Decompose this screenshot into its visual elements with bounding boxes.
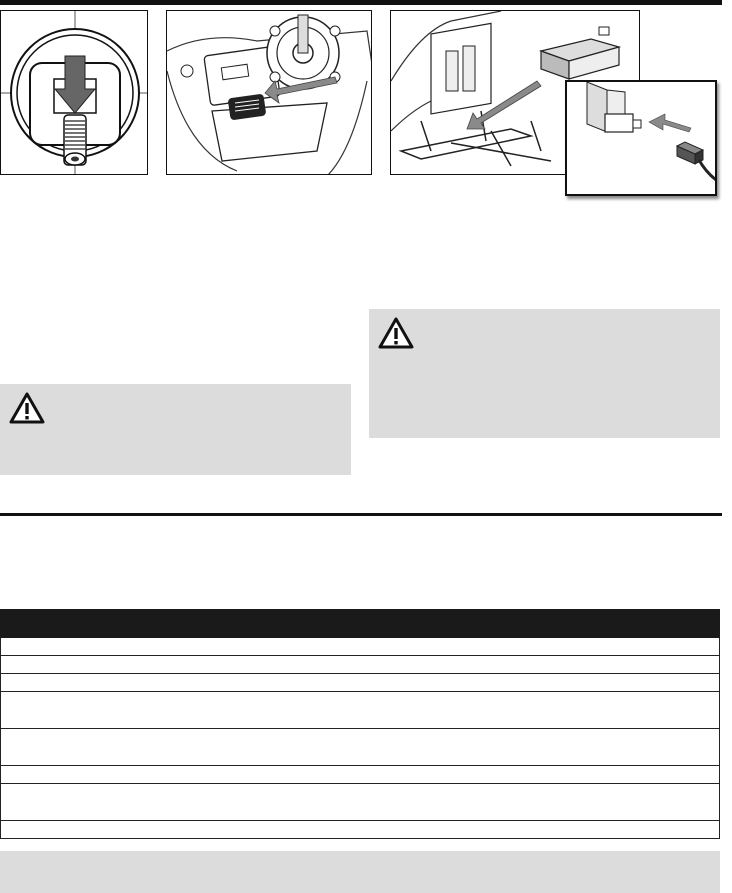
- warning-triangle-icon: [378, 317, 414, 349]
- note-bar: [0, 851, 720, 893]
- switch-down-arrow-icon: [1, 11, 148, 175]
- spec-table-header-cell: [1, 610, 720, 638]
- table-row: [1, 656, 720, 674]
- warning-triangle-icon: [9, 392, 45, 424]
- table-row: [1, 638, 720, 656]
- illustration-inset-connector: [565, 80, 717, 196]
- table-row: [1, 674, 720, 692]
- warning-box-right: [369, 309, 720, 438]
- table-row: [1, 692, 720, 729]
- table-row: [1, 729, 720, 766]
- illustration-panel-transmitter: [166, 10, 372, 175]
- spec-table: [0, 609, 720, 839]
- section-divider: [0, 513, 722, 516]
- table-row: [1, 766, 720, 784]
- table-row: [1, 784, 720, 821]
- table-row: [1, 821, 720, 839]
- top-rule: [0, 0, 722, 5]
- spec-table-header: [1, 610, 720, 638]
- warning-box-left: [0, 384, 351, 475]
- transmitter-icon: [167, 11, 372, 175]
- connector-plug-icon: [567, 82, 717, 196]
- illustration-panel-switch: [0, 10, 148, 175]
